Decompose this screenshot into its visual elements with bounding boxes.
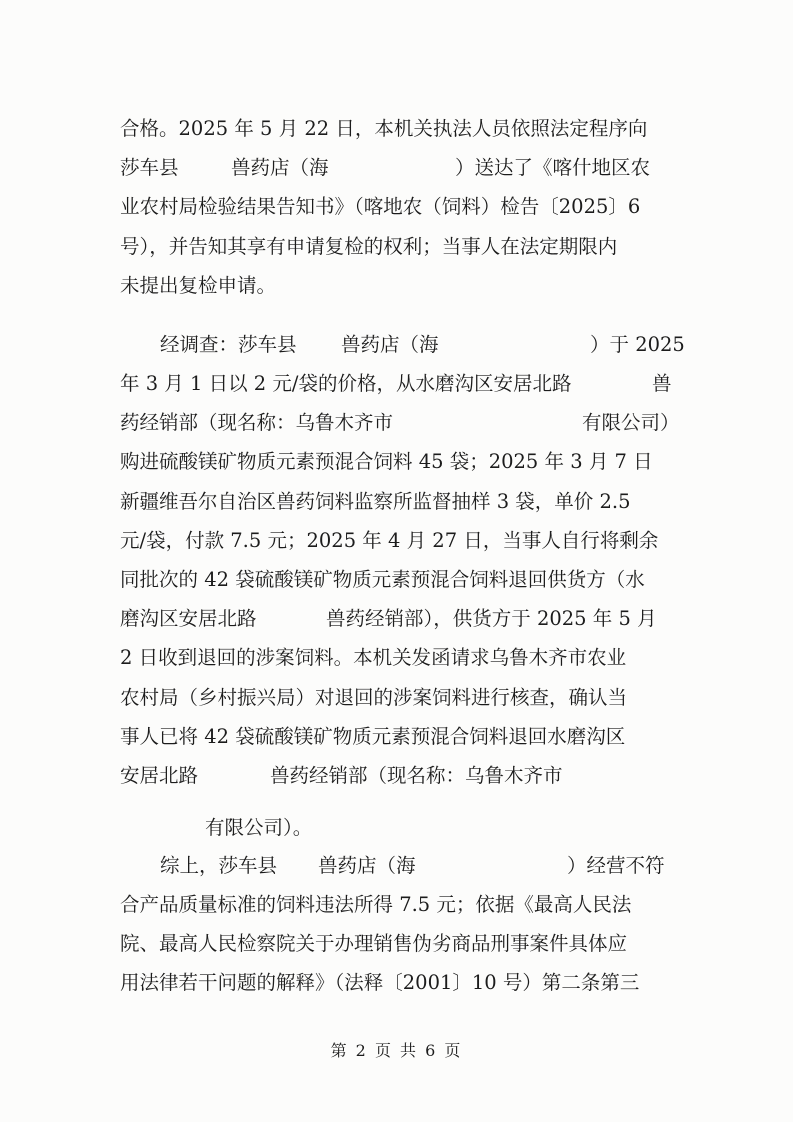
text-line bbox=[0, 685, 793, 711]
text-segment: 兽药店（海 bbox=[341, 333, 439, 356]
text-segment: ）于 2025 bbox=[590, 333, 685, 356]
text-segment: 2 日收到退回的涉案饲料。本机关发函请求乌鲁木齐市农业 bbox=[120, 646, 627, 669]
text-line bbox=[0, 332, 793, 358]
text-segment: 新疆维吾尔自治区兽药饲料监察所监督抽样 3 袋，单价 2.5 bbox=[120, 490, 631, 513]
text-segment: 安居北路 bbox=[120, 764, 199, 787]
text-line bbox=[0, 234, 793, 260]
text-line bbox=[0, 371, 793, 397]
text-segment: 购进硫酸镁矿物质元素预混合饲料 45 袋；2025 年 3 月 7 日 bbox=[120, 450, 653, 473]
text-line bbox=[0, 155, 793, 181]
text-line bbox=[0, 724, 793, 750]
text-segment: 兽药经销部（现名称：乌鲁木齐市 bbox=[270, 764, 563, 787]
text-segment: 磨沟区安居北路 bbox=[120, 607, 257, 630]
text-segment: 农村局（乡村振兴局）对退回的涉案饲料进行核查，确认当 bbox=[120, 686, 628, 709]
text-line bbox=[0, 194, 793, 220]
text-line bbox=[0, 931, 793, 957]
text-segment: 兽药经销部），供货方于 2025 年 5 月 bbox=[326, 607, 657, 630]
text-segment: 元/袋，付款 7.5 元；2025 年 4 月 27 日，当事人自行将剩余 bbox=[120, 529, 659, 552]
text-segment: 兽药店（海 bbox=[318, 854, 416, 877]
text-segment: 兽药店（海 bbox=[231, 156, 329, 179]
text-line bbox=[0, 528, 793, 554]
text-segment: 未提出复检申请。 bbox=[120, 274, 277, 297]
text-line bbox=[0, 567, 793, 593]
text-segment: 兽 bbox=[652, 372, 672, 395]
text-line bbox=[0, 645, 793, 671]
text-line bbox=[0, 815, 793, 841]
page-number: 第 2 页 共 6 页 bbox=[330, 1041, 463, 1060]
text-segment: 号），并告知其享有申请复检的权利；当事人在法定期限内 bbox=[120, 235, 618, 258]
text-segment: 合格。2025 年 5 月 22 日，本机关执法人员依照法定程序向 bbox=[120, 117, 648, 140]
text-segment: 莎车县 bbox=[120, 156, 179, 179]
text-segment: 有限公司）。 bbox=[205, 816, 313, 839]
text-segment: ）经营不符 bbox=[567, 854, 665, 877]
text-segment: 院、最高人民检察院关于办理销售伪劣商品刑事案件具体应 bbox=[120, 932, 628, 955]
text-line bbox=[0, 116, 793, 142]
text-line bbox=[0, 449, 793, 475]
text-segment: 综上，莎车县 bbox=[160, 854, 278, 877]
text-segment: 药经销部（现名称：乌鲁木齐市 bbox=[120, 411, 394, 434]
text-segment: 年 3 月 1 日以 2 元/袋的价格，从水磨沟区安居北路 bbox=[120, 372, 572, 395]
text-line bbox=[0, 892, 793, 918]
text-line bbox=[0, 410, 793, 436]
text-segment: ）送达了《喀什地区农 bbox=[455, 156, 651, 179]
text-line bbox=[0, 273, 793, 299]
text-line bbox=[0, 970, 793, 996]
text-segment: 经调查：莎车县 bbox=[160, 333, 297, 356]
text-segment: 事人已将 42 袋硫酸镁矿物质元素预混合饲料退回水磨沟区 bbox=[120, 725, 626, 748]
text-segment: 业农村局检验结果告知书》（喀地农（饲料）检告〔2025〕6 bbox=[120, 195, 641, 218]
text-segment: 有限公司） bbox=[582, 411, 680, 434]
text-line bbox=[0, 606, 793, 632]
text-segment: 用法律若干问题的解释》（法释〔2001〕10 号）第二条第三 bbox=[120, 971, 640, 994]
text-line bbox=[0, 853, 793, 879]
text-line bbox=[0, 763, 793, 789]
text-segment: 同批次的 42 袋硫酸镁矿物质元素预混合饲料退回供货方（水 bbox=[120, 568, 645, 591]
text-line bbox=[0, 489, 793, 515]
text-segment: 合产品质量标准的饲料违法所得 7.5 元；依据《最高人民法 bbox=[120, 893, 632, 916]
